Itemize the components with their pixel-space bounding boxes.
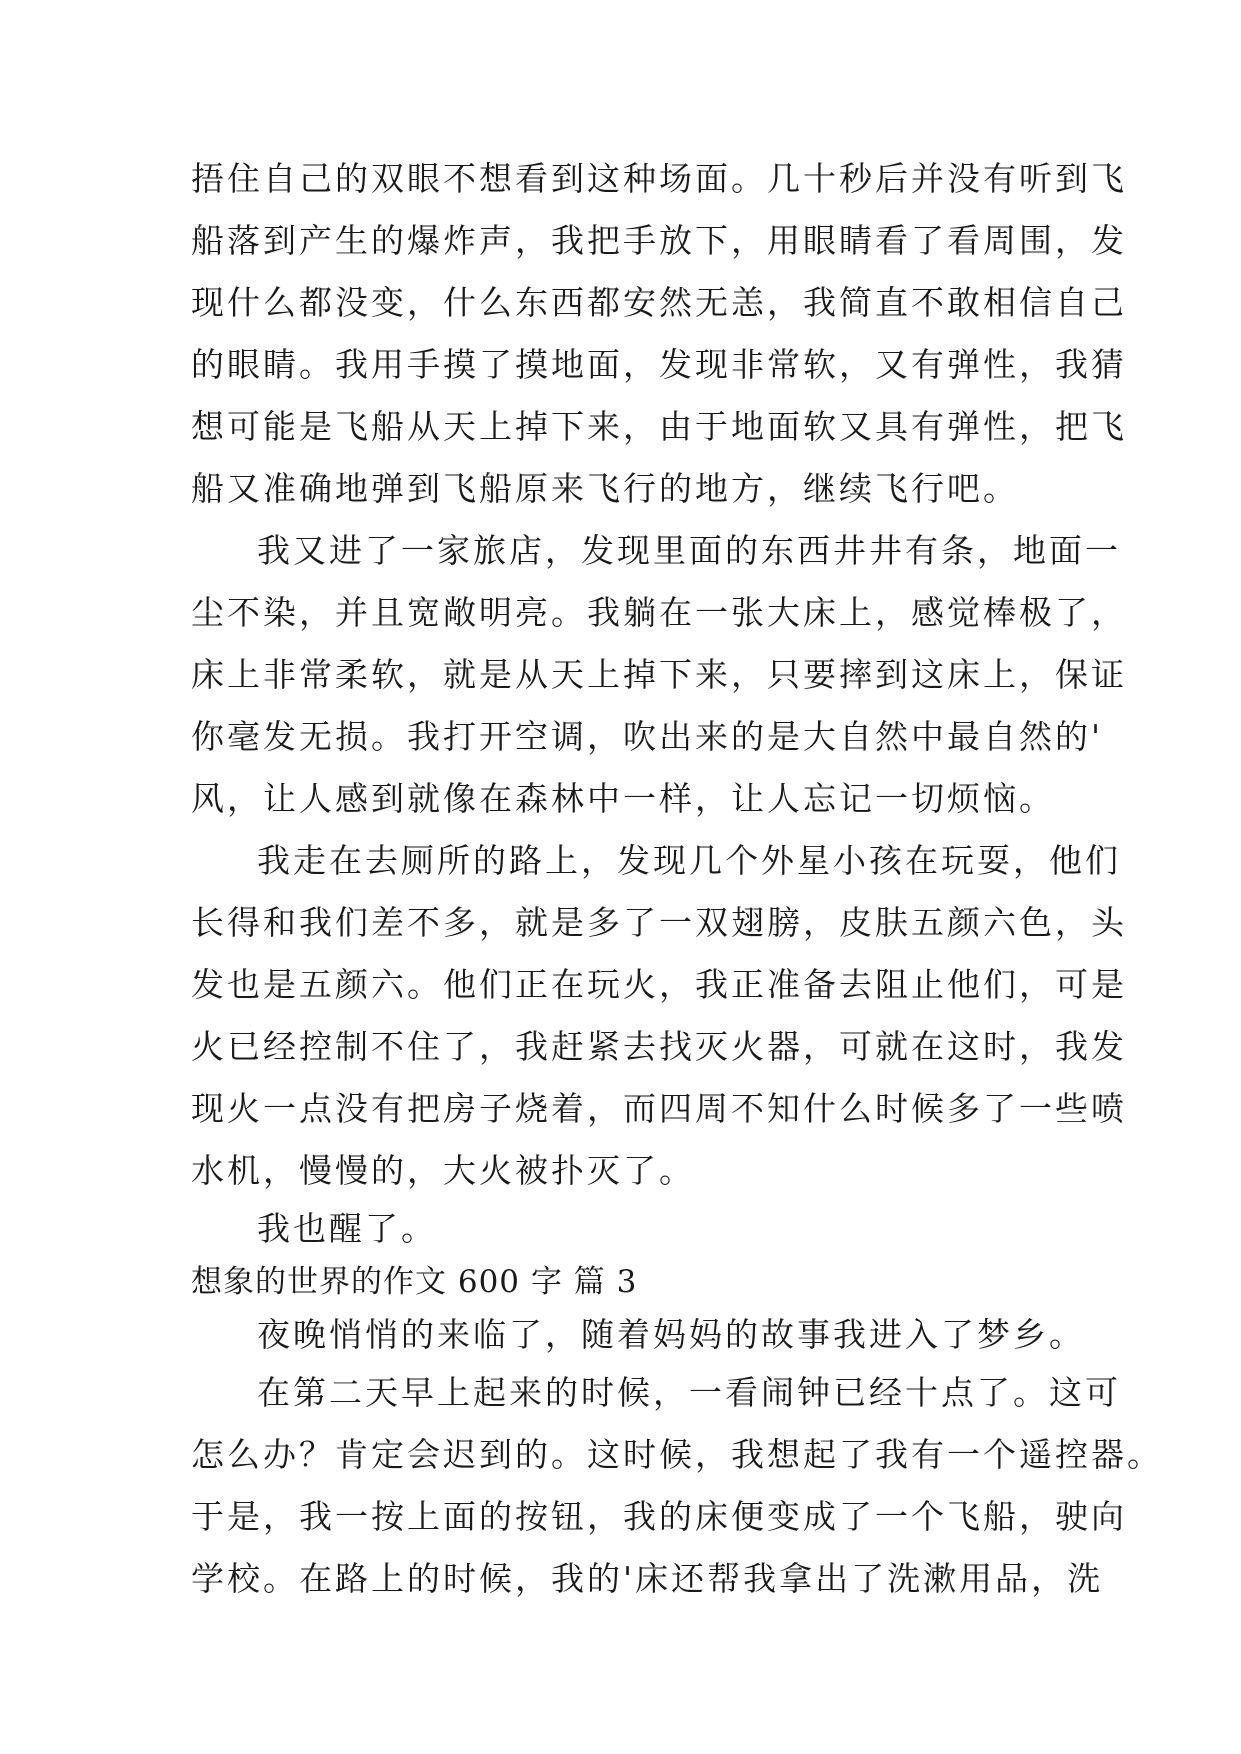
text-line: 于是，我一按上面的按钮，我的床便变成了一个飞船，驶向 <box>191 1497 1127 1536</box>
text-line: 长得和我们差不多，就是多了一双翅膀，皮肤五颜六色，头 <box>191 903 1127 942</box>
section-heading: 想象的世界的作文 600 字 篇 3 <box>191 1264 638 1300</box>
paragraph-start-line: 我也醒了。 <box>257 1209 437 1248</box>
document-page <box>191 148 1163 1610</box>
text-line: 尘不染，并且宽敞明亮。我躺在一张大床上，感觉棒极了， <box>191 593 1127 632</box>
text-line: 床上非常柔软，就是从天上掉下来，只要摔到这床上，保证 <box>191 655 1127 694</box>
text-line: 火已经控制不住了，我赶紧去找灭火器，可就在这时，我发 <box>191 1027 1127 1066</box>
text-line: 船又准确地弹到飞船原来飞行的地方，继续飞行吧。 <box>191 469 1019 508</box>
paragraph-start-line: 夜晚悄悄的来临了，随着妈妈的故事我进入了梦乡。 <box>257 1315 1085 1354</box>
text-line: 捂住自己的双眼不想看到这种场面。几十秒后并没有听到飞 <box>191 159 1127 198</box>
text-line: 船落到产生的爆炸声，我把手放下，用眼睛看了看周围，发 <box>191 221 1127 260</box>
text-line: 的眼睛。我用手摸了摸地面，发现非常软，又有弹性，我猜 <box>191 345 1127 384</box>
text-line: 水机，慢慢的，大火被扑灭了。 <box>191 1151 695 1190</box>
text-line: 怎么办？肯定会迟到的。这时候，我想起了我有一个遥控器。 <box>191 1435 1163 1474</box>
text-line: 现什么都没变，什么东西都安然无恙，我简直不敢相信自己 <box>191 283 1127 322</box>
text-line: 你毫发无损。我打开空调，吹出来的是大自然中最自然的' <box>191 717 1104 756</box>
paragraph-start-line: 我走在去厕所的路上，发现几个外星小孩在玩耍，他们 <box>257 841 1121 880</box>
text-line: 现火一点没有把房子烧着，而四周不知什么时候多了一些喷 <box>191 1089 1127 1128</box>
text-line: 风，让人感到就像在森林中一样，让人忘记一切烦恼。 <box>191 779 1055 818</box>
paragraph-start-line: 我又进了一家旅店，发现里面的东西井井有条，地面一 <box>257 531 1121 570</box>
paragraph-start-line: 在第二天早上起来的时候，一看闹钟已经十点了。这可 <box>257 1373 1121 1412</box>
text-line: 想可能是飞船从天上掉下来，由于地面软又具有弹性，把飞 <box>191 407 1127 446</box>
text-line: 发也是五颜六。他们正在玩火，我正准备去阻止他们，可是 <box>191 965 1127 1004</box>
text-line: 学校。在路上的时候，我的'床还帮我拿出了洗漱用品，洗 <box>191 1559 1104 1598</box>
